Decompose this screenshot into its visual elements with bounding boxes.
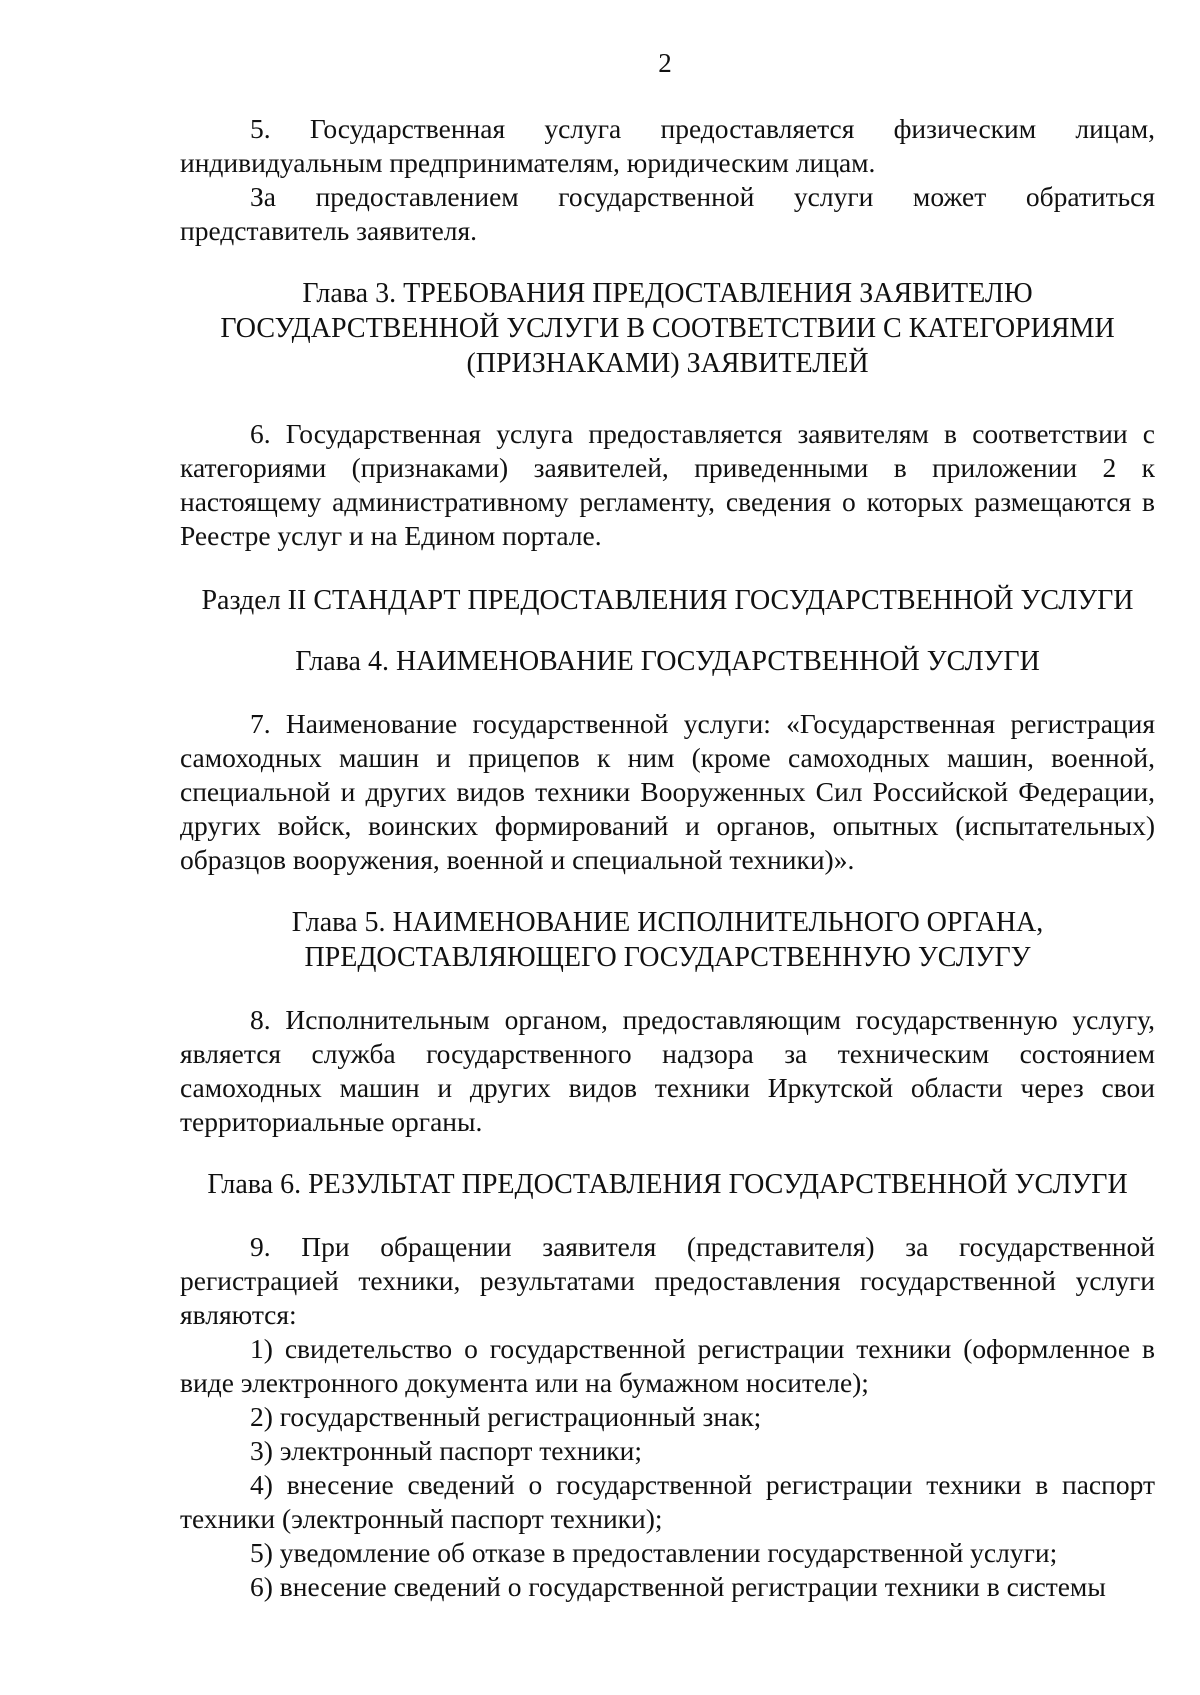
paragraph-8: 8. Исполнительным органом, предоставляющим государственную услугу, является служба государственного надзора за техническим состоянием самоходных машин и других видов техники Иркутской области через свои территориальные органы. — [180, 1004, 1155, 1137]
chapter-4-heading: Глава 4. НАИМЕНОВАНИЕ ГОСУДАРСТВЕННОЙ УСЛУГИ — [295, 646, 1040, 677]
page-number: 2 — [658, 48, 672, 78]
result-item-5: 5) уведомление об отказе в предоставлении государственной услуги; — [250, 1537, 1058, 1568]
chapter-5-heading-line-2: ПРЕДОСТАВЛЯЮЩЕГО ГОСУДАРСТВЕННУЮ УСЛУГУ — [304, 942, 1031, 973]
paragraph-5-representative: За предоставлением государственной услуги может обратиться представитель заявителя. — [180, 181, 1155, 246]
chapter-5-heading-line-1: Глава 5. НАИМЕНОВАНИЕ ИСПОЛНИТЕЛЬНОГО ОРГАНА, — [291, 907, 1044, 938]
chapter-6-heading: Глава 6. РЕЗУЛЬТАТ ПРЕДОСТАВЛЕНИЯ ГОСУДАРСТВЕННОЙ УСЛУГИ — [207, 1169, 1128, 1200]
chapter-5-heading — [180, 905, 1155, 975]
result-item-2: 2) государственный регистрационный знак; — [250, 1401, 762, 1432]
paragraph-6: 6. Государственная услуга предоставляется заявителям в соответствии с категориями (признаками) заявителей, приведенными в приложении 2 к настоящему административному регламенту, сведения о которых размещаются в Реестре услуг и на Едином портале. — [180, 418, 1155, 551]
result-item-6: 6) внесение сведений о государственной регистрации техники в системы — [250, 1571, 1106, 1602]
result-item-3: 3) электронный паспорт техники; — [250, 1435, 643, 1466]
paragraph-9: 9. При обращении заявителя (представителя) за государственной регистрацией техники, результатами предоставления государственной услуги являются: — [180, 1231, 1155, 1330]
document-body — [180, 112, 1155, 1604]
result-item-4: 4) внесение сведений о государственной регистрации техники в паспорт техники (электронный паспорт техники); — [180, 1469, 1155, 1534]
result-item-1: 1) свидетельство о государственной регистрации техники (оформленное в виде электронного документа или на бумажном носителе); — [180, 1333, 1155, 1398]
chapter-3-heading: Глава 3. ТРЕБОВАНИЯ ПРЕДОСТАВЛЕНИЯ ЗАЯВИТЕЛЮ ГОСУДАРСТВЕННОЙ УСЛУГИ В СООТВЕТСТВИИ С КАТЕГОРИЯМИ (ПРИЗНАКАМИ) ЗАЯВИТЕЛЕЙ — [220, 278, 1115, 379]
paragraph-5: 5. Государственная услуга предоставляется физическим лицам, индивидуальным предпринимателям, юридическим лицам. — [180, 113, 1155, 178]
paragraph-7: 7. Наименование государственной услуги: «Государственная регистрация самоходных машин и прицепов к ним (кроме самоходных машин, военной, специальной и других видов техники Вооруженных Сил Российской Федерации, других войск, воинских формирований и органов, опытных (испытательных) образцов вооружения, военной и специальной техники)». — [180, 708, 1155, 875]
section-2-heading: Раздел II СТАНДАРТ ПРЕДОСТАВЛЕНИЯ ГОСУДАРСТВЕННОЙ УСЛУГИ — [201, 585, 1134, 616]
